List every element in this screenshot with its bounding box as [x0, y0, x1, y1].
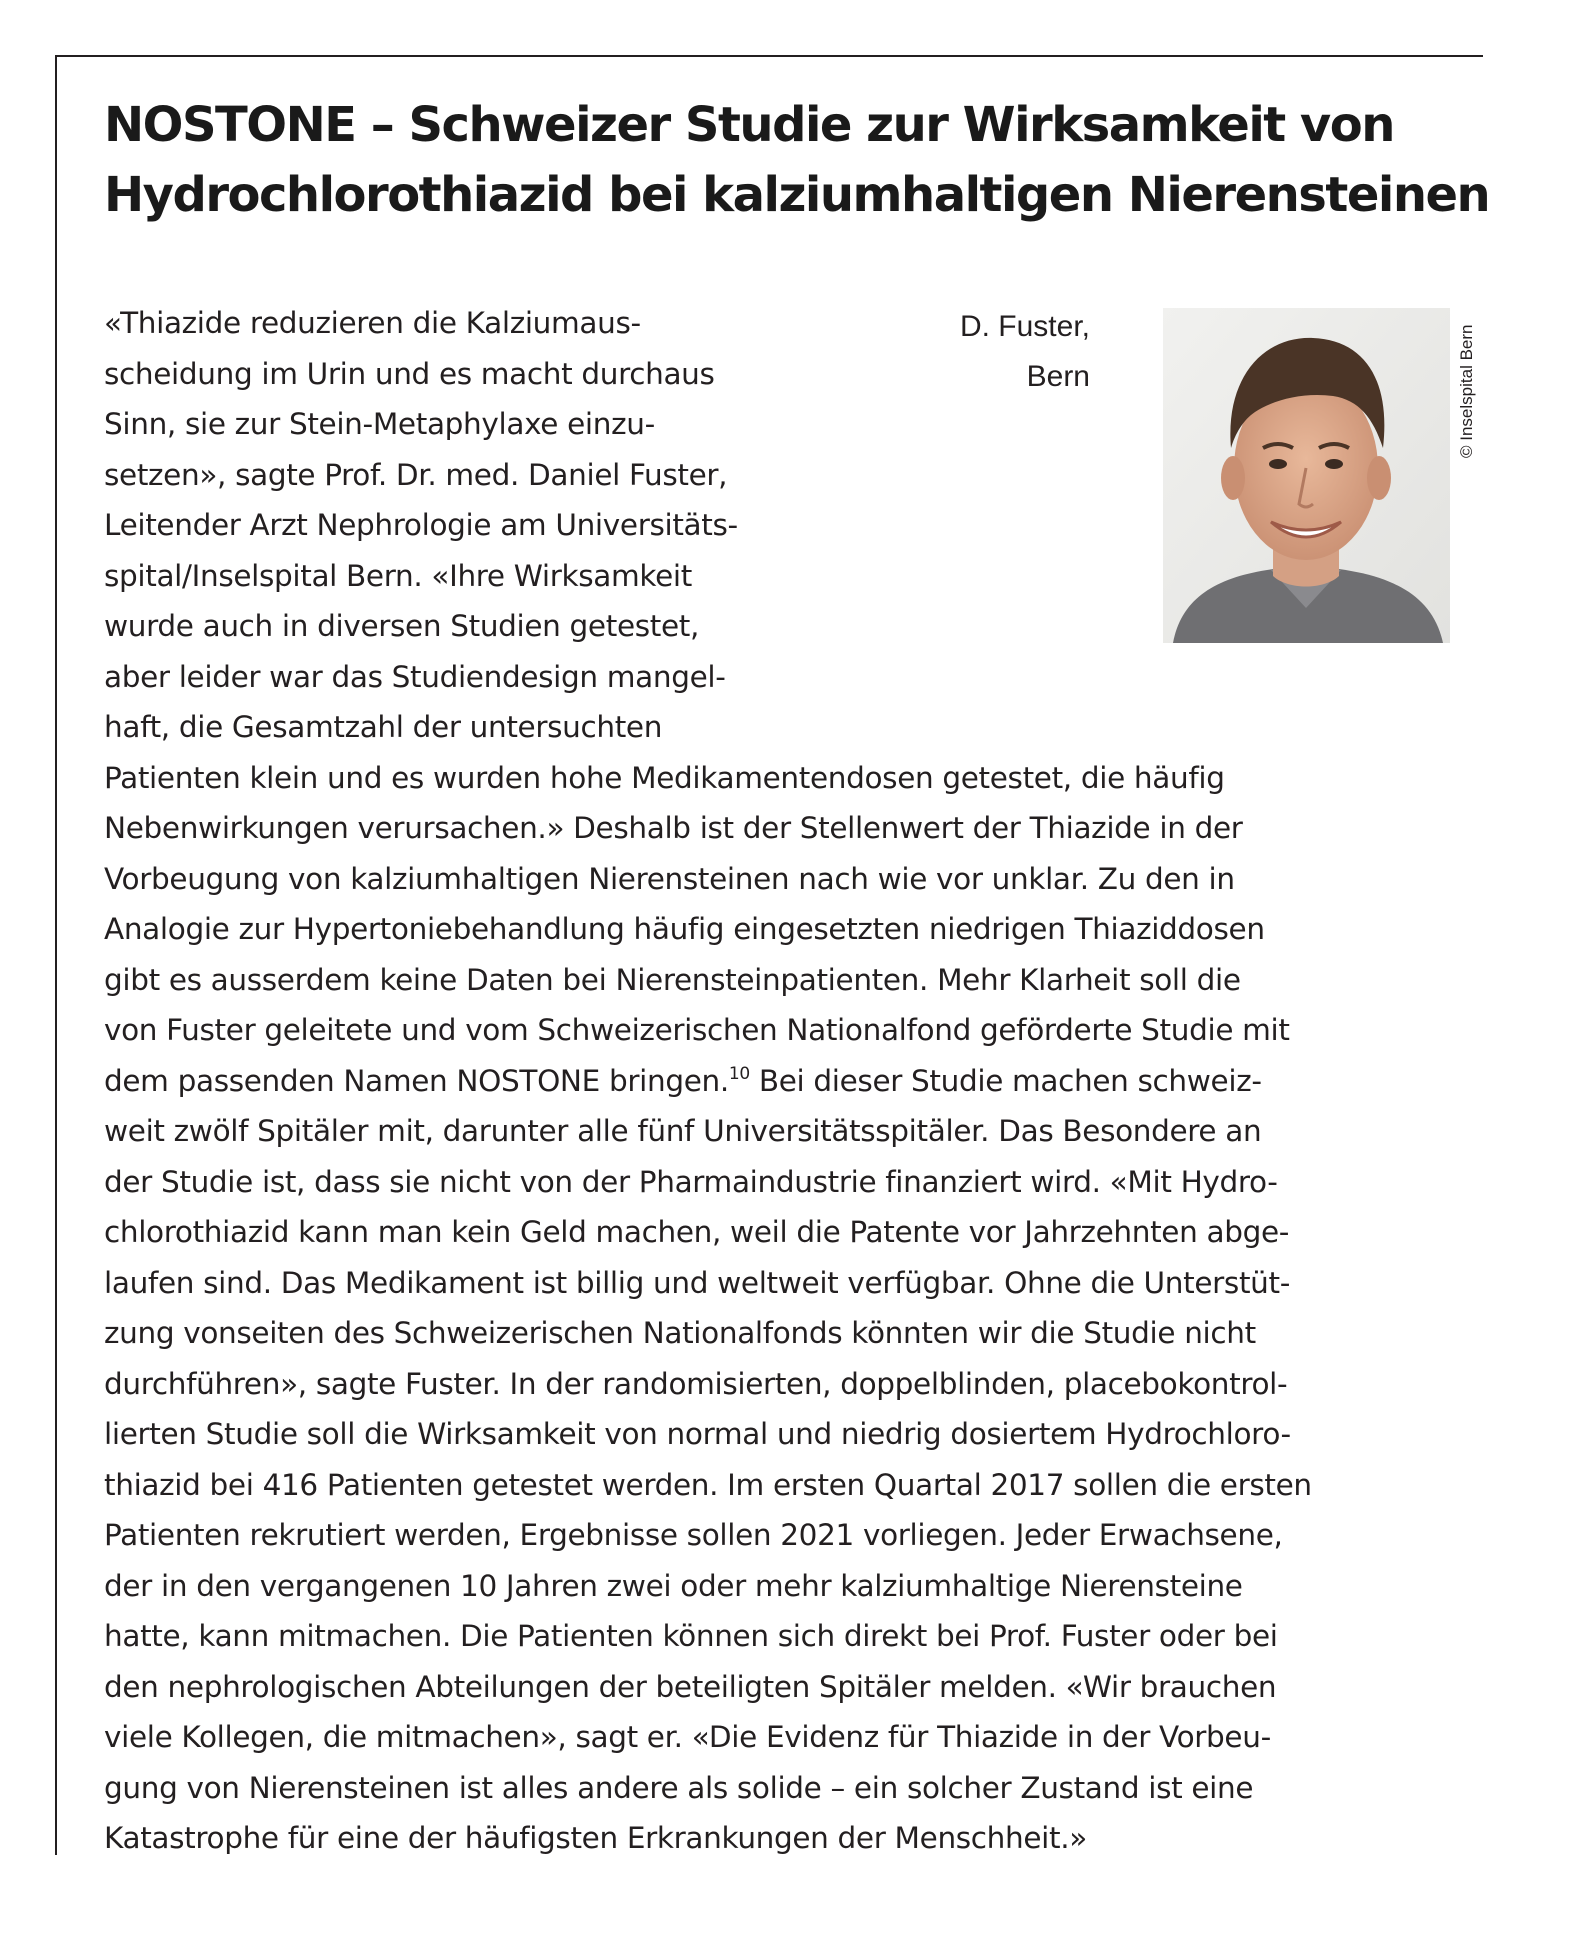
body-line: aber leider war das Studiendesign mangel- [104, 659, 726, 694]
body-line: spital/Inselspital Bern. «Ihre Wirksamkeit [104, 558, 692, 593]
article-title [104, 90, 1490, 230]
body-line: der in den vergangenen 10 Jahren zwei oder mehr kalziumhaltige Nierensteine [104, 1568, 1243, 1603]
author-city: Bern [1026, 360, 1090, 393]
author-name: D. Fuster, [959, 310, 1090, 343]
body-line: Patienten rekrutiert werden, Ergebnisse sollen 2021 vorliegen. Jeder Erwachsene, [104, 1518, 1283, 1552]
body-line: Leitender Arzt Nephrologie am Universitäts- [104, 508, 738, 542]
title-line-1: NOSTONE – Schweizer Studie zur Wirksamkeit von [104, 97, 1394, 153]
body-line: chlorothiazid kann man kein Geld machen, weil die Patente vor Jahrzehnten abge- [104, 1215, 1290, 1249]
body-line: von Fuster geleitete und vom Schweizerischen Nationalfond geförderte Studie mit [104, 1013, 1290, 1047]
body-line-tail: Bei dieser Studie machen schweiz- [749, 1063, 1262, 1098]
body-line: viele Kollegen, die mitmachen», sagt er. «Die Evidenz für Thiazide in der Vorbeu- [104, 1720, 1271, 1754]
body-line: Katastrophe für eine der häufigsten Erkrankungen der Menschheit.» [104, 1821, 1087, 1855]
body-line: Sinn, sie zur Stein-Metaphylaxe einzu- [104, 407, 655, 441]
body-line: Analogie zur Hypertoniebehandlung häufig eingesetzten niedrigen Thiaziddosen [104, 912, 1265, 946]
body-line: zung vonseiten des Schweizerischen Nationalfonds könnten wir die Studie nicht [104, 1316, 1256, 1350]
body-line: Patienten klein und es wurden hohe Medikamentendosen getestet, die häufig [104, 760, 1225, 795]
body-line: setzen», sagte Prof. Dr. med. Daniel Fuster, [104, 457, 728, 492]
body-line: wurde auch in diversen Studien getestet, [104, 609, 700, 643]
body-line: hatte, kann mitmachen. Die Patienten können sich direkt bei Prof. Fuster oder bei [104, 1619, 1278, 1653]
body-line: Vorbeugung von kalziumhaltigen Nierensteinen nach wie vor unklar. Zu den in [104, 861, 1235, 896]
body-line: Nebenwirkungen verursachen.» Deshalb ist der Stellenwert der Thiazide in der [104, 811, 1243, 845]
body-line: durchführen», sagte Fuster. In der randomisierten, doppelblinden, placebokontrol- [104, 1366, 1288, 1401]
footnote-reference: 10 [728, 1063, 750, 1084]
body-line: thiazid bei 416 Patienten getestet werden. Im ersten Quartal 2017 sollen die ersten [104, 1467, 1312, 1502]
title-line-2: Hydrochlorothiazid bei kalziumhaltigen Nierensteinen [104, 167, 1490, 223]
body-line: den nephrologischen Abteilungen der beteiligten Spitäler melden. «Wir brauchen [104, 1669, 1277, 1704]
body-line-with-footnote [104, 1056, 1504, 1107]
body-line: gibt es ausserdem keine Daten bei Nierensteinpatienten. Mehr Klarheit soll die [104, 962, 1241, 997]
article-body [104, 298, 1504, 1864]
body-line-head: dem passenden Namen NOSTONE bringen. [104, 1063, 729, 1098]
frame-top-rule [55, 55, 1483, 57]
body-line: gung von Nierensteinen ist alles andere als solide – ein solcher Zustand ist eine [104, 1770, 1254, 1805]
body-line: laufen sind. Das Medikament ist billig und weltweit verfügbar. Ohne die Unterstüt- [104, 1265, 1291, 1300]
body-line: scheidung im Urin und es macht durchaus [104, 356, 715, 391]
frame-left-rule [55, 55, 57, 1855]
body-line: lierten Studie soll die Wirksamkeit von normal und niedrig dosiertem Hydrochloro- [104, 1417, 1291, 1451]
body-line: «Thiazide reduzieren die Kalziumaus- [104, 306, 641, 340]
body-line: weit zwölf Spitäler mit, darunter alle fünf Universitätsspitäler. Das Besondere an [104, 1114, 1262, 1148]
body-line: der Studie ist, dass sie nicht von der Pharmaindustrie finanziert wird. «Mit Hydro- [104, 1164, 1278, 1199]
photo-credit-text: © Inselspital Bern [1457, 324, 1476, 458]
body-line: haft, die Gesamtzahl der untersuchten [104, 710, 663, 744]
